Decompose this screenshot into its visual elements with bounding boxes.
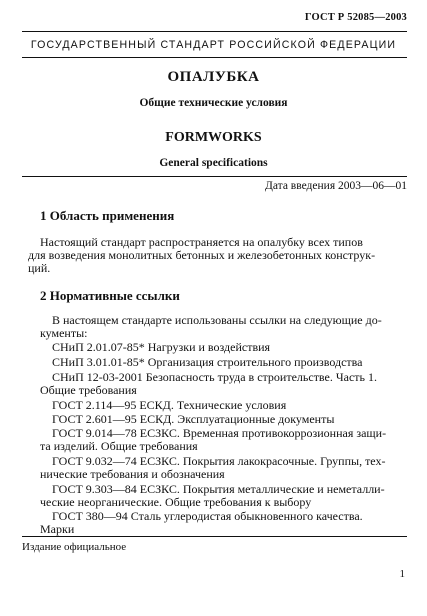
section-1-heading: 1 Область применения — [40, 208, 175, 223]
title-en: FORMWORKS — [165, 130, 262, 145]
header-top-rule — [22, 31, 407, 32]
ref-line: ГОСТ 9.303—84 ЕСЗКС. Покрытия металлические и неметалли- — [52, 482, 385, 496]
page-number: 1 — [399, 568, 405, 580]
ref-line: ГОСТ 2.601—95 ЕСКД. Эксплуатационные документы — [52, 412, 335, 426]
ref-line: ГОСТ 9.014—78 ЕСЗКС. Временная противокоррозионная защи- — [52, 426, 387, 440]
ref-line: Марки — [40, 522, 75, 536]
ref-line: кументы: — [40, 326, 88, 340]
introduction-date: Дата введения 2003—06—01 — [265, 180, 407, 192]
header-bottom-rule — [22, 57, 407, 58]
section-1-line-2: для возведения монолитных бетонных и железобетонных конструк- — [28, 248, 376, 262]
ref-line: СНиП 12-03-2001 Безопасность труда в строительстве. Часть 1. — [52, 370, 378, 384]
ref-line: та изделий. Общие требования — [40, 439, 198, 453]
section-2-heading: 2 Нормативные ссылки — [40, 288, 180, 303]
subtitle-ru: Общие технические условия — [139, 97, 288, 109]
document-code: ГОСТ Р 52085—2003 — [304, 12, 407, 23]
ref-line: Общие требования — [40, 383, 137, 397]
ref-line: нические требования и обозначения — [40, 467, 225, 481]
ref-line: ГОСТ 380—94 Сталь углеродистая обыкновенного качества. — [52, 509, 363, 523]
edition-note: Издание официальное — [22, 541, 127, 553]
ref-line: В настоящем стандарте использованы ссылки на следующие до- — [52, 313, 382, 327]
title-ru: ОПАЛУБКА — [167, 69, 260, 85]
ref-line: СНиП 3.01.01-85* Организация строительного производства — [52, 355, 363, 369]
ref-line: СНиП 2.01.07-85* Нагрузки и воздействия — [52, 340, 271, 354]
footer-rule — [22, 536, 407, 537]
section-1-line-1: Настоящий стандарт распространяется на опалубку всех типов — [40, 235, 363, 249]
ref-line: ГОСТ 9.032—74 ЕСЗКС. Покрытия лакокрасочные. Группы, тех- — [52, 454, 386, 468]
subtitle-en: General specifications — [159, 157, 268, 169]
state-standard-header: ГОСУДАРСТВЕННЫЙ СТАНДАРТ РОССИЙСКОЙ ФЕДЕРАЦИИ — [30, 39, 397, 51]
date-rule — [22, 176, 407, 177]
section-1-line-3: ций. — [28, 261, 51, 275]
ref-line: ческие неорганические. Общие требования к выбору — [40, 495, 312, 509]
ref-line: ГОСТ 2.114—95 ЕСКД. Технические условия — [52, 398, 287, 412]
